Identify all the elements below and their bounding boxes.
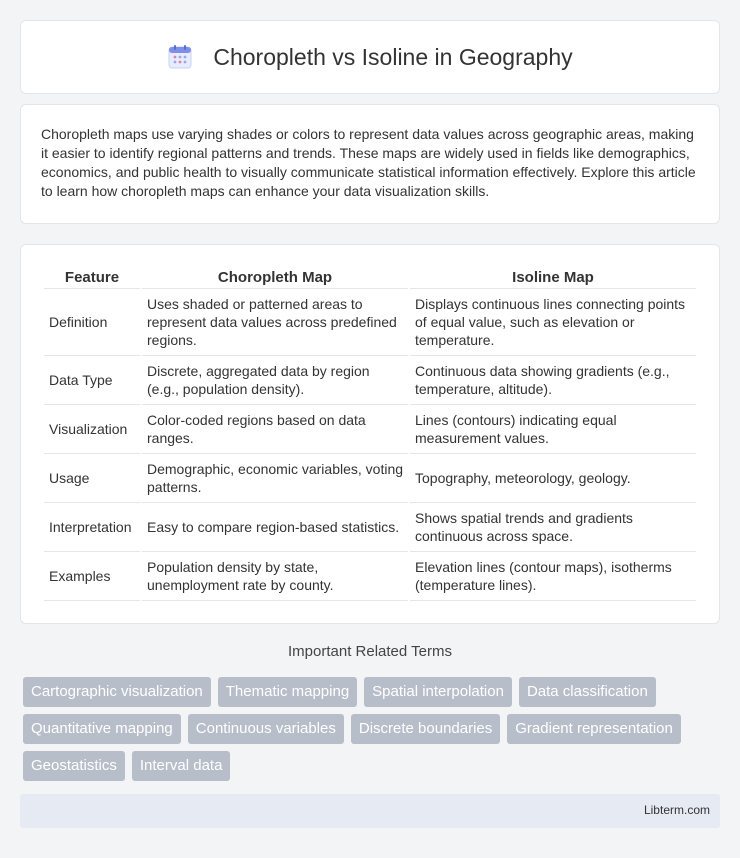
intro-text: Choropleth maps use varying shades or colors to represent data values across geographic areas, making it easier to identify regional patterns and trends. These maps are widely used in fields like demographics, economics, and public health to visually communicate statistical information effectively. Explore this article to learn how choropleth maps can enhance your data visualization skills. [41,126,696,199]
row-feature: Definition [44,289,140,356]
header-choropleth: Choropleth Map [142,265,408,289]
comparison-table [42,265,698,601]
related-terms-title: Important Related Terms [288,643,452,660]
row-choropleth: Uses shaded or patterned areas to represent data values across predefined regions. [142,289,408,356]
footer [20,794,720,828]
row-choropleth: Demographic, economic variables, voting patterns. [142,454,408,503]
row-choropleth: Easy to compare region-based statistics. [142,503,408,552]
footer-site-link[interactable]: Libterm.com [643,803,710,817]
table-row [44,503,696,552]
related-term-tag[interactable]: Discrete boundaries [351,714,500,744]
row-choropleth: Population density by state, unemployment rate by county. [142,552,408,601]
related-term-tag[interactable]: Geostatistics [23,751,125,781]
row-choropleth: Color-coded regions based on data ranges. [142,405,408,454]
row-feature: Visualization [44,405,140,454]
related-term-tag[interactable]: Gradient representation [507,714,681,744]
related-term-tag[interactable]: Thematic mapping [218,677,357,707]
row-choropleth: Discrete, aggregated data by region (e.g., population density). [142,356,408,405]
table-row [44,356,696,405]
table-row [44,405,696,454]
related-term-tag[interactable]: Spatial interpolation [364,677,512,707]
row-isoline: Shows spatial trends and gradients continuous across space. [410,503,696,552]
related-terms-list [23,677,723,781]
related-term-tag[interactable]: Cartographic visualization [23,677,211,707]
table-row [44,289,696,356]
row-feature: Data Type [44,356,140,405]
row-isoline: Displays continuous lines connecting points of equal value, such as elevation or temperature. [410,289,696,356]
header-isoline: Isoline Map [410,265,696,289]
row-feature: Interpretation [44,503,140,552]
related-term-tag[interactable]: Interval data [132,751,231,781]
table-row [44,454,696,503]
calendar-icon [167,44,193,70]
row-isoline: Topography, meteorology, geology. [410,454,696,503]
row-feature: Usage [44,454,140,503]
row-isoline: Elevation lines (contour maps), isotherms (temperature lines). [410,552,696,601]
row-feature: Examples [44,552,140,601]
related-term-tag[interactable]: Quantitative mapping [23,714,181,744]
comparison-card [20,244,720,624]
row-isoline: Continuous data showing gradients (e.g., temperature, altitude). [410,356,696,405]
related-term-tag[interactable]: Continuous variables [188,714,344,744]
related-term-tag[interactable]: Data classification [519,677,656,707]
intro-card [20,104,720,224]
header-feature: Feature [44,265,140,289]
table-row [44,552,696,601]
title-card [20,20,720,94]
page-title: Choropleth vs Isoline in Geography [213,43,573,70]
row-isoline: Lines (contours) indicating equal measurement values. [410,405,696,454]
table-header-row [44,265,696,289]
